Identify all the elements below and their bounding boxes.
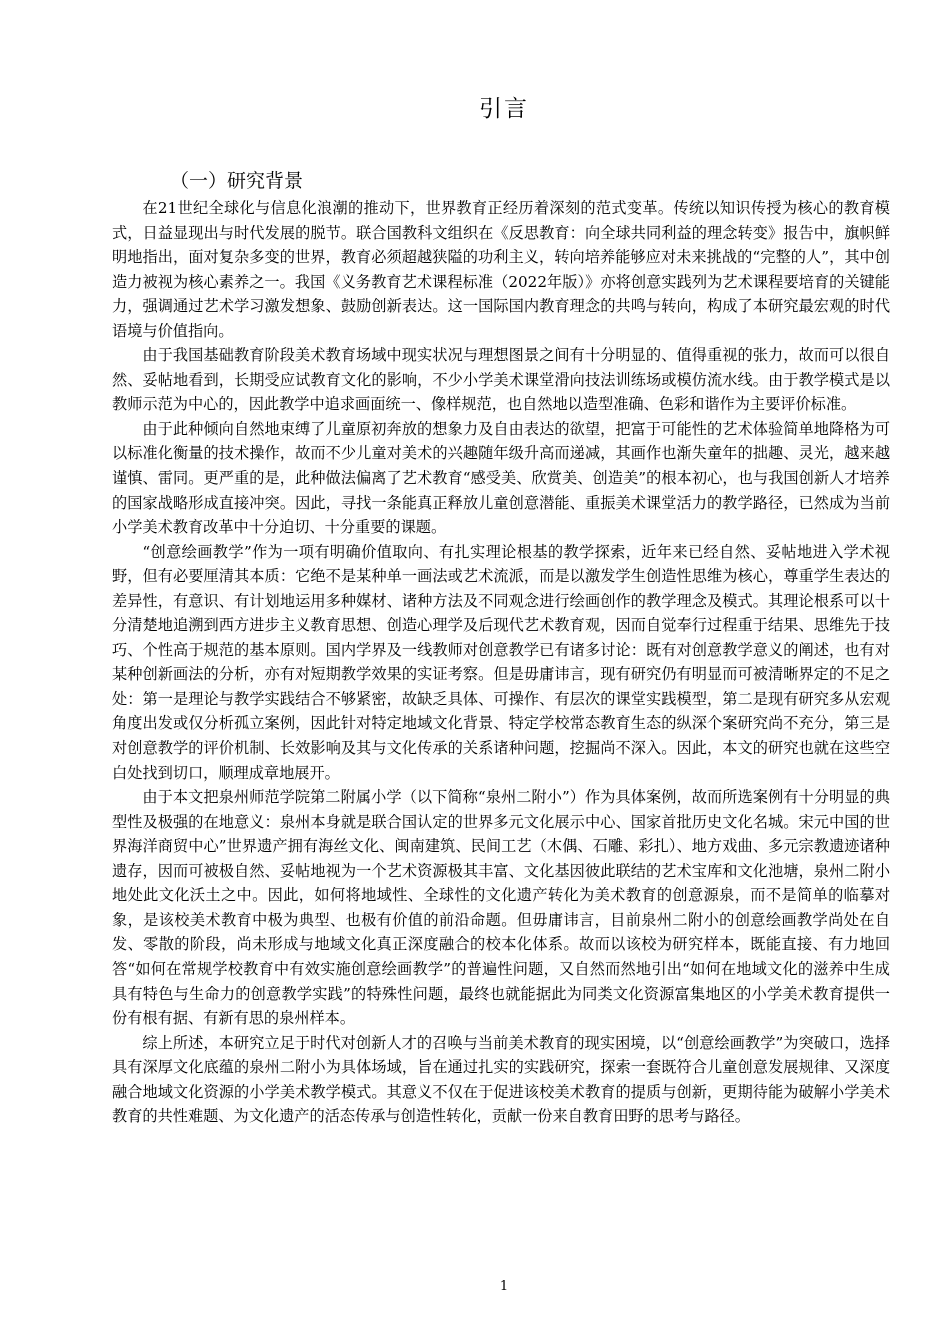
paragraph: 由于我国基础教育阶段美术教育场域中现实状况与理想图景之间有十分明显的、值得重视的张力，故而可以很自然、妥帖地看到，长期受应试教育文化的影响，不少小学美术课堂滑向技法训练场或模仿流水线。由于教学模式是以教师示范为中心的，因此教学中追求画面统一、像样规范，也自然地以造型准确、色彩和谐作为主要评价标准。 — [112, 346, 890, 414]
paragraph: 在21世纪全球化与信息化浪潮的推动下，世界教育正经历着深刻的范式变革。传统以知识传授为核心的教育模式，日益显现出与时代发展的脱节。联合国教科文组织在《反思教育：向全球共同利益的理念转变》报告中，旗帜鲜明地指出，面对复杂多变的世界，教育必须超越狭隘的功利主义，转向培养能够应对未来挑战的“完整的人”，其中创造力被视为核心素养之一。我国《义务教育艺术课程标准（2022年版）》亦将创意实践列为艺术课程要培育的关键能力，强调通过艺术学习激发想象、鼓励创新表达。这一国际国内教育理念的共鸣与转向，构成了本研究最宏观的时代语境与价值指向。 — [112, 199, 890, 340]
document-title: 引言 — [479, 96, 529, 122]
paragraph: 由于此种倾向自然地束缚了儿童原初奔放的想象力及自由表达的欲望，把富于可能性的艺术体验简单地降格为可以标准化衡量的技术操作，故而不少儿童对美术的兴趣随年级升高而递减，其画作也渐失童年的拙趣、灵光，越来越谨慎、雷同。更严重的是，此种做法偏离了艺术教育“感受美、欣赏美、创造美”的根本初心，也与我国创新人才培养的国家战略形成直接冲突。因此，寻找一条能真正释放儿童创意潜能、重振美术课堂活力的教学路径，已然成为当前小学美术教育改革中十分迫切、十分重要的课题。 — [112, 419, 890, 537]
page-number: 1 — [499, 1279, 509, 1294]
body-text — [112, 196, 890, 1129]
paragraph: 由于本文把泉州师范学院第二附属小学（以下简称“泉州二附小”）作为具体案例，故而所选案例有十分明显的典型性及极强的在地意义：泉州本身就是联合国认定的世界多元文化展示中心、国家首批历史文化名城。宋元中国的世界海洋商贸中心”世界遗产拥有海丝文化、闽南建筑、民间工艺（木偶、石雕、彩扎）、地方戏曲、多元宗教遗迹诸种遗存，因而可被极自然、妥帖地视为一个艺术资源极其丰富、文化基因彼此联结的艺术宝库和文化池塘，泉州二附小地处此文化沃土之中。因此，如何将地域性、全球性的文化遗产转化为美术教育的创意源泉，而不是简单的临摹对象，是该校美术教育中极为典型、也极有价值的前沿命题。但毋庸讳言，目前泉州二附小的创意绘画教学尚处在自发、零散的阶段，尚未形成与地域文化真正深度融合的校本化体系。故而以该校为研究样本，既能直接、有力地回答“如何在常规学校教育中有效实施创意绘画教学”的普遍性问题，又自然而然地引出“如何在地域文化的滋养中生成具有特色与生命力的创意教学实践”的特殊性问题，最终也就能据此为同类文化资源富集地区的小学美术教育提供一份有根有据、有新有思的泉州样本。 — [112, 788, 890, 1028]
paragraph: 综上所述，本研究立足于时代对创新人才的召唤与当前美术教育的现实困境，以“创意绘画教学”为突破口，选择具有深厚文化底蕴的泉州二附小为具体场域，旨在通过扎实的实践研究，探索一套既符合儿童创意发展规律、又深度融合地域文化资源的小学美术教学模式。其意义不仅在于促进该校美术教育的提质与创新，更期待能为破解小学美术教育的共性难题、为文化遗产的活态传承与创造性转化，贡献一份来自教育田野的思考与路径。 — [112, 1033, 890, 1126]
paragraph: “创意绘画教学”作为一项有明确价值取向、有扎实理论根基的教学探索，近年来已经自然、妥帖地进入学术视野，但有必要厘清其本质：它绝不是某种单一画法或艺术流派，而是以激发学生创造性思维为核心，尊重学生表达的差异性，有意识、有计划地运用多种媒材、诸种方法及不同观念进行绘画创作的教学理念及模式。其理论根系可以十分清楚地追溯到西方进步主义教育思想、创造心理学及后现代艺术教育观，因而自觉奉行过程重于结果、思维先于技巧、个性高于规范的基本原则。国内学界及一线教师对创意教学已有诸多讨论：既有对创意教学意义的阐述，也有对某种创新画法的分析，亦有对短期教学效果的实证考察。但是毋庸讳言，现有研究仍有明显而可被清晰界定的不足之处：第一是理论与教学实践结合不够紧密，故缺乏具体、可操作、有层次的课堂实践模型，第二是现有研究多从宏观角度出发或仅分析孤立案例，因此针对特定地域文化背景、特定学校常态教育生态的纵深个案研究尚不充分，第三是对创意教学的评价机制、长效影响及其与文化传承的关系诸种问题，挖掘尚不深入。因此，本文的研究也就在这些空白处找到切口，顺理成章地展开。 — [112, 542, 890, 782]
section-heading: （一）研究背景 — [170, 170, 304, 192]
